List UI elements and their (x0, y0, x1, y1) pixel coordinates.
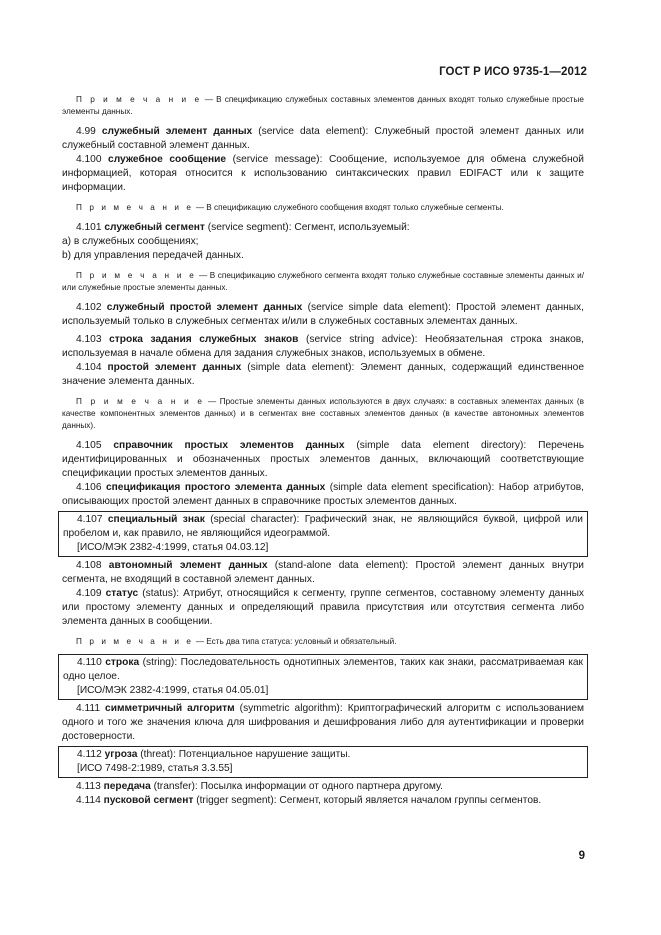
entry-text: (symmetric algorithm): Криптографический алгоритм с использованием одного и того же значения ключа для шифрования и дешифрования либо для аутентификации и проверки достоверности. (62, 703, 584, 742)
entry-number: 4.109 (76, 588, 106, 599)
entry-number: 4.105 (76, 440, 114, 451)
note-2 (62, 202, 584, 214)
note-text: — Есть два типа статуса: условный и обязательный. (193, 637, 397, 646)
entry-text: (transfer): Посылка информации от одного партнера другому. (150, 781, 443, 792)
note-label: П р и м е ч а н и е (76, 95, 202, 104)
entry-4-99 (62, 125, 584, 153)
entry-term: служебное сообщение (108, 154, 227, 165)
note-text: — В спецификацию служебного сообщения входят только служебные сегменты. (193, 203, 504, 212)
note-label: П р и м е ч а н и е (76, 203, 194, 212)
note-5 (62, 636, 584, 648)
entry-term: служебный сегмент (104, 222, 205, 233)
entry-term: пусковой сегмент (103, 795, 194, 806)
note-1 (62, 94, 584, 118)
source-reference: [ИСО/МЭК 2382-4:1999, статья 04.05.01] (77, 685, 269, 696)
entry-text: (simple data element directory): Перечень идентифицированных и обозначенных простых элементов данных, включающий соответствующие спецификации простых элементов данных. (62, 440, 585, 479)
entry-number: 4.112 (77, 749, 105, 760)
boxed-entry-4-107 (58, 511, 588, 557)
entry-term: статус (105, 588, 139, 599)
entry-4-114 (62, 794, 584, 808)
entry-number: 4.100 (76, 154, 109, 165)
note-3 (62, 270, 584, 294)
entry-term: передача (103, 781, 151, 792)
note-text: — Простые элементы данных используются в двух случаях: в составных элементах данных (в качестве компонентных элементов данных) и в сегментах вне составных элементов данных (в качестве автономных элементов данных). (62, 397, 584, 430)
entry-number: 4.108 (76, 560, 109, 571)
page-number: 9 (578, 850, 585, 862)
note-label: П р и м е ч а н и е (76, 397, 205, 406)
entry-term: строка (105, 657, 140, 668)
source-reference: [ИСО/МЭК 2382-4:1999, статья 04.03.12] (77, 542, 269, 553)
note-4 (62, 396, 584, 432)
entry-term: служебный простой элемент данных (106, 302, 303, 313)
entry-term: справочник простых элементов данных (113, 440, 345, 451)
entry-4-113 (62, 780, 584, 794)
entry-term: специальный знак (107, 514, 205, 525)
entry-text: (service string advice): Необязательная строка знаков, используемая в начале обмена для задания служебных знаков, используемых в обмене. (62, 334, 584, 359)
entry-number: 4.103 (76, 334, 110, 345)
boxed-entry-4-110 (58, 654, 588, 700)
entry-4-102 (62, 301, 584, 329)
entry-number: 4.111 (76, 703, 106, 714)
entry-4-101 (62, 221, 584, 235)
document-header: ГОСТ Р ИСО 9735-1—2012 (439, 66, 587, 78)
entry-number: 4.99 (76, 126, 102, 137)
entry-text: (service segment): Сегмент, используемый: (204, 222, 410, 233)
entry-term: симметричный алгоритм (105, 703, 235, 714)
entry-text: (stand-alone data element): Простой элемент данных внутри сегмента, не входящий в составной элемент данных. (62, 560, 585, 585)
entry-text: (simple data element): Элемент данных, содержащий единственное значение элемента данных. (62, 362, 584, 387)
entry-4-105 (62, 439, 584, 481)
entry-term: автономный элемент данных (108, 560, 268, 571)
entry-text: (service message): Сообщение, используемое для обмена служебной информацией, которая относится к использованию синтаксических правил EDIFACT или к защите информации. (62, 154, 584, 193)
note-text: — В спецификацию служебных составных элементов данных входят только служебные простые элементы данных. (62, 95, 584, 116)
entry-text: (threat): Потенциальное нарушение защиты. (137, 749, 351, 760)
entry-text: (special character): Графический знак, не являющийся буквой, цифрой или пробелом и, как правило, не являющийся идеограммой. (63, 514, 583, 539)
note-label: П р и м е ч а н и е (76, 271, 197, 280)
entry-4-110 (59, 656, 587, 684)
entry-text: (service data element): Служебный простой элемент данных или служебный составной элемент данных. (62, 126, 584, 151)
entry-text: (string): Последовательность однотипных элементов, таких как знаки, рассматриваемая как одно целое. (63, 657, 583, 682)
entry-term: угроза (104, 749, 138, 760)
entry-term: строка задания служебных знаков (109, 334, 299, 345)
entry-4-106 (62, 481, 584, 509)
entry-4-112 (59, 748, 587, 762)
source-reference: [ИСО 7498-2:1989, статья 3.3.55] (77, 763, 233, 774)
entry-4-109 (62, 587, 584, 629)
list-item-a: а) в служебных сообщениях; (62, 236, 199, 247)
entry-number: 4.114 (76, 795, 104, 806)
entry-number: 4.110 (77, 657, 106, 668)
entry-text: (status): Атрибут, относящийся к сегменту, группе сегментов, составному элементу данных или простому элементу данных и определяющий правила присутствия или отсутствия сегмента либо элемента данных в сообщении. (62, 588, 585, 627)
entry-4-107 (59, 513, 587, 541)
note-text: — В спецификацию служебного сегмента входят только служебные составные элементы данных и/или служебные простые элементы данных. (62, 271, 584, 292)
entry-number: 4.106 (76, 482, 106, 493)
entry-4-103 (62, 333, 584, 361)
boxed-entry-4-112 (58, 746, 588, 778)
list-item-b: b) для управления передачей данных. (62, 250, 244, 261)
entry-number: 4.113 (76, 781, 104, 792)
entry-term: служебный элемент данных (101, 126, 253, 137)
note-label: П р и м е ч а н и е (76, 637, 194, 646)
entry-text: (service simple data element): Простой элемент данных, используемый только в служебных сегментах и/или в служебных составных элементах данных. (62, 302, 584, 327)
entry-4-104 (62, 361, 584, 389)
entry-number: 4.101 (76, 222, 105, 233)
entry-number: 4.104 (76, 362, 108, 373)
page-content (62, 94, 584, 808)
entry-text: (trigger segment): Сегмент, который является началом группы сегментов. (193, 795, 542, 806)
entry-number: 4.102 (76, 302, 107, 313)
entry-4-100 (62, 153, 584, 195)
entry-number: 4.107 (77, 514, 108, 525)
entry-4-108 (62, 559, 584, 587)
entry-4-111 (62, 702, 584, 744)
entry-term: простой элемент данных (107, 362, 242, 373)
entry-text: (simple data element specification): Набор атрибутов, описывающих простой элемент данных в справочнике простых элементов данных. (62, 482, 584, 507)
entry-term: спецификация простого элемента данных (105, 482, 326, 493)
